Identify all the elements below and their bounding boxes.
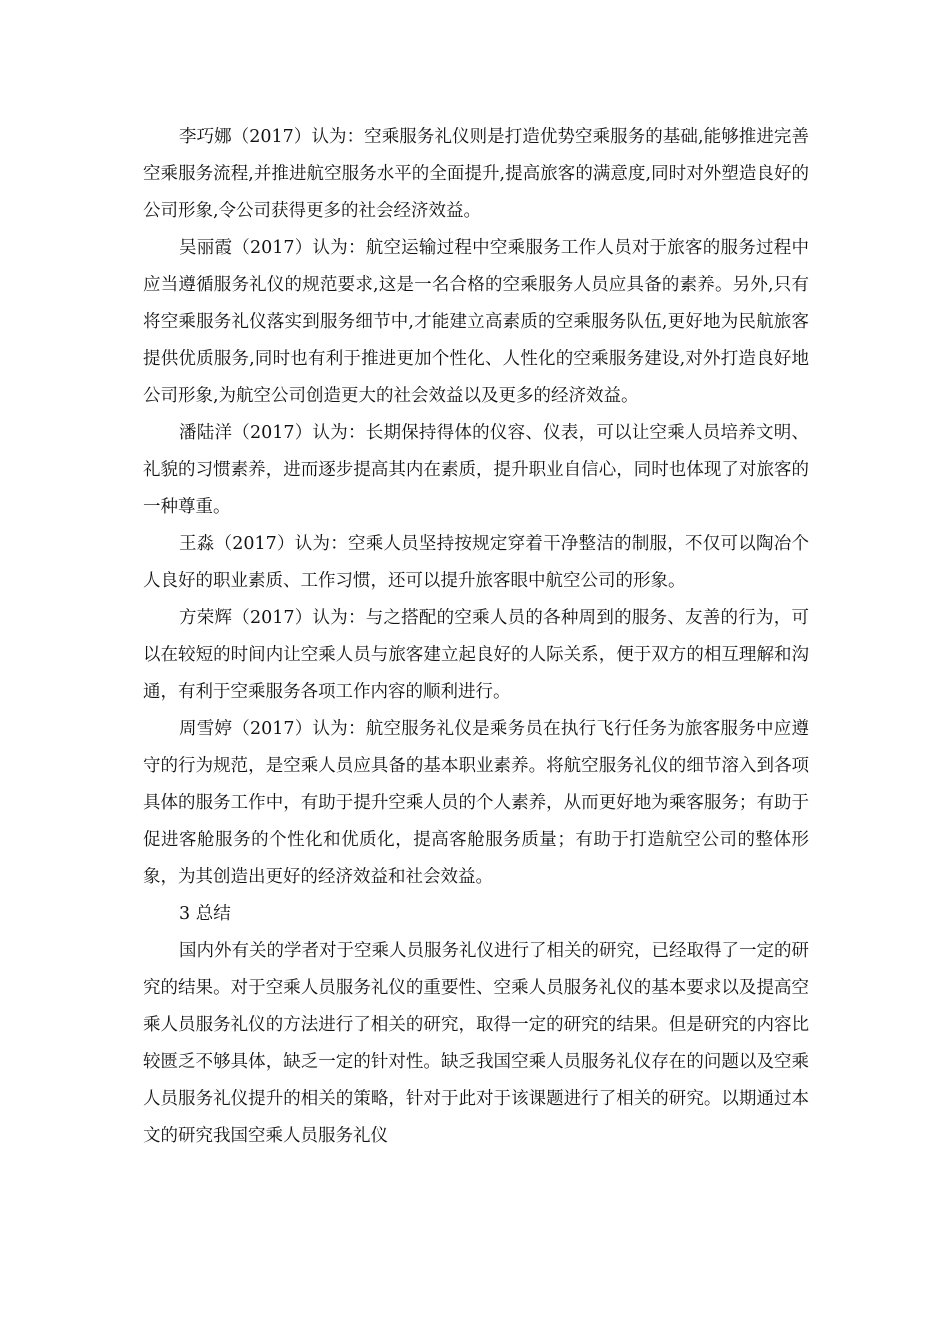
section-heading: 3 总结 bbox=[179, 904, 231, 924]
paragraph-pan-luyang: 潘陆洋（2017）认为：长期保持得体的仪容、仪表，可以让空乘人员培养文明、礼貌的习惯素养，进而逐步提高其内在素质，提升职业自信心，同时也体现了对旅客的一种尊重。 bbox=[143, 423, 809, 517]
paragraph-zhou-xueting: 周雪婷（2017）认为：航空服务礼仪是乘务员在执行飞行任务为旅客服务中应遵守的行为规范，是空乘人员应具备的基本职业素养。将航空服务礼仪的细节溶入到各项具体的服务工作中，有助于提升空乘人员的个人素养，从而更好地为乘客服务；有助于促进客舱服务的个性化和优质化，提高客舱服务质量；有助于打造航空公司的整体形象，为其创造出更好的经济效益和社会效益。 bbox=[143, 719, 809, 887]
document-body bbox=[143, 119, 809, 1155]
paragraph-wang-miao: 王淼（2017）认为：空乘人员坚持按规定穿着干净整洁的制服，不仅可以陶冶个人良好的职业素质、工作习惯，还可以提升旅客眼中航空公司的形象。 bbox=[143, 534, 809, 591]
paragraph-conclusion: 国内外有关的学者对于空乘人员服务礼仪进行了相关的研究，已经取得了一定的研究的结果。对于空乘人员服务礼仪的重要性、空乘人员服务礼仪的基本要求以及提高空乘人员服务礼仪的方法进行了相关的研究，取得一定的研究的结果。但是研究的内容比较匮乏不够具体，缺乏一定的针对性。缺乏我国空乘人员服务礼仪存在的问题以及空乘人员服务礼仪提升的相关的策略，针对于此对于该课题进行了相关的研究。以期通过本文的研究我国空乘人员服务礼仪 bbox=[143, 941, 809, 1146]
paragraph-li-qiaona: 李巧娜（2017）认为：空乘服务礼仪则是打造优势空乘服务的基础,能够推进完善空乘服务流程,并推进航空服务水平的全面提升,提高旅客的满意度,同时对外塑造良好的公司形象,令公司获得更多的社会经济效益。 bbox=[143, 127, 809, 221]
paragraph-fang-ronghui: 方荣辉（2017）认为：与之搭配的空乘人员的各种周到的服务、友善的行为，可以在较短的时间内让空乘人员与旅客建立起良好的人际关系，便于双方的相互理解和沟通，有利于空乘服务各项工作内容的顺利进行。 bbox=[143, 608, 809, 702]
paragraph-wu-lixia: 吴丽霞（2017）认为：航空运输过程中空乘服务工作人员对于旅客的服务过程中应当遵循服务礼仪的规范要求,这是一名合格的空乘服务人员应具备的素养。另外,只有将空乘服务礼仪落实到服务细节中,才能建立高素质的空乘服务队伍,更好地为民航旅客提供优质服务,同时也有利于推进更加个性化、人性化的空乘服务建设,对外打造良好地公司形象,为航空公司创造更大的社会效益以及更多的经济效益。 bbox=[143, 238, 809, 406]
